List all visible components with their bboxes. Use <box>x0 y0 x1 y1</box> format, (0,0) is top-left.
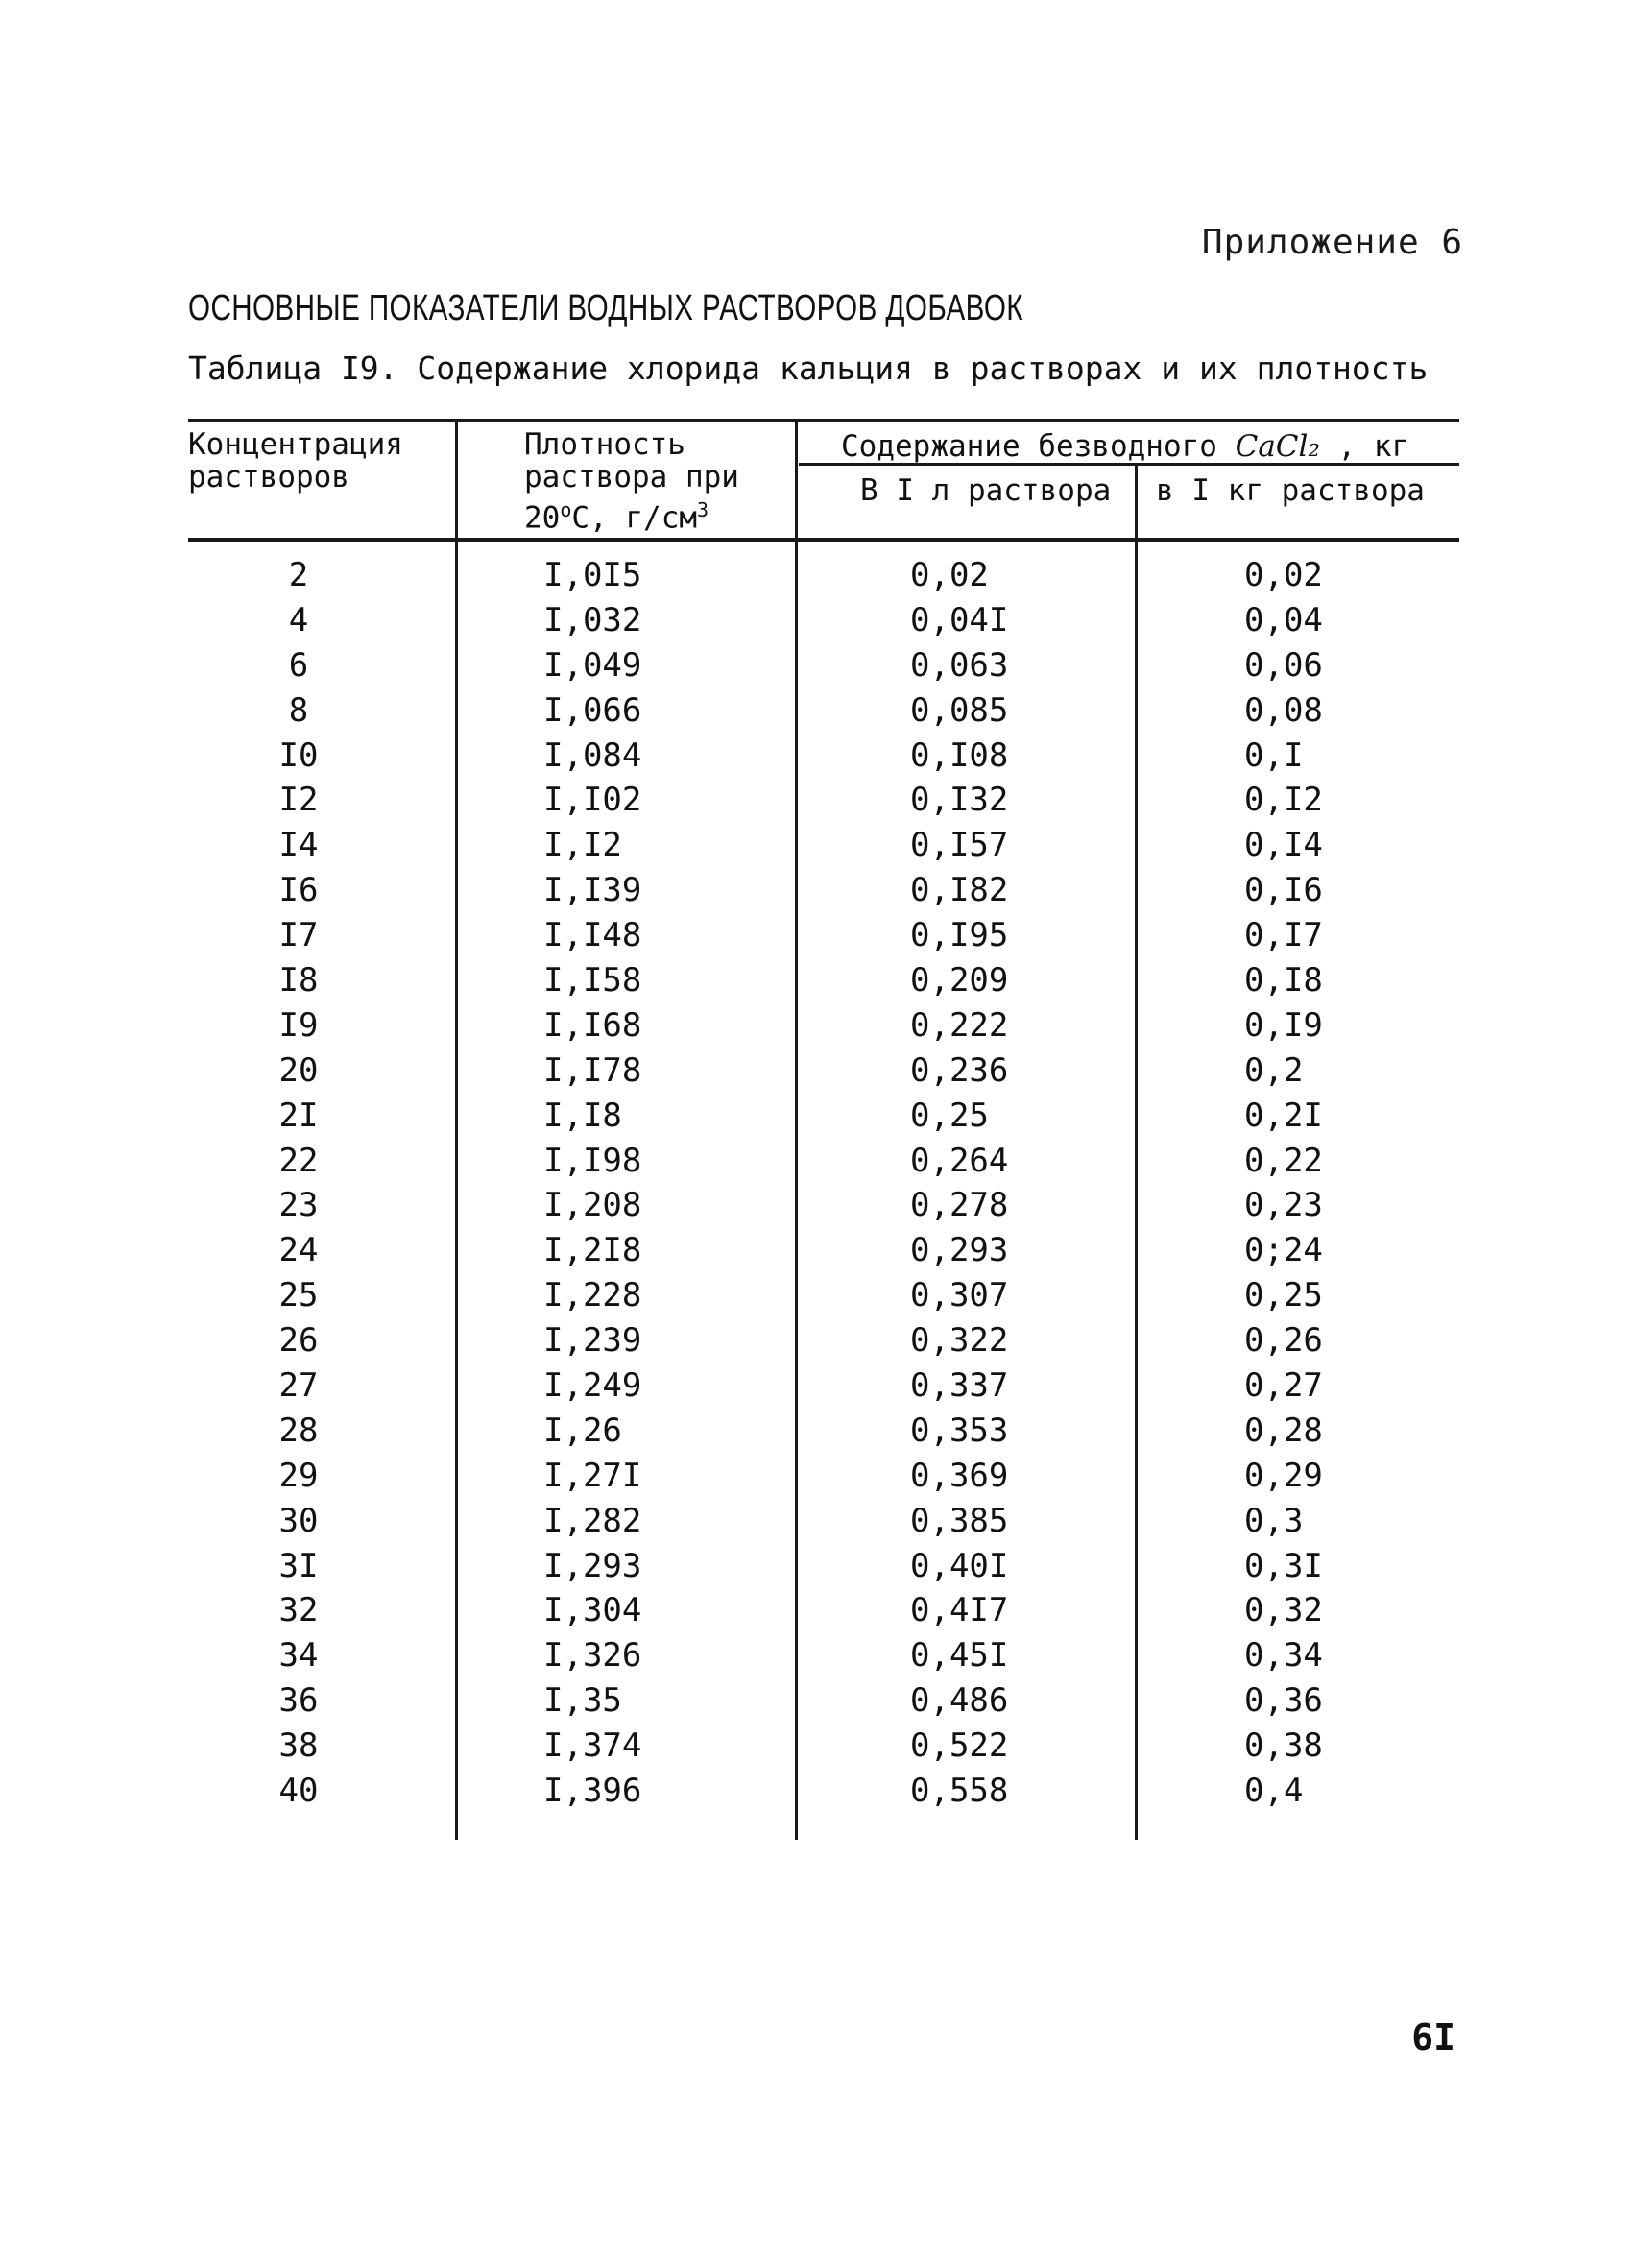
cell-concentration: 34 <box>278 1636 319 1676</box>
header-content-suffix: , кг <box>1319 429 1410 464</box>
table-row <box>188 1588 1459 1633</box>
cell-per-liter: 0,522 <box>910 1726 1009 1766</box>
cell-per-kg: 0,08 <box>1244 690 1323 730</box>
cell-per-kg: 0,34 <box>1244 1636 1323 1676</box>
table-row <box>188 1003 1459 1049</box>
cell-density: I,208 <box>543 1186 642 1225</box>
cell-density: I,049 <box>543 645 642 685</box>
cell-concentration: I8 <box>278 961 319 1001</box>
table-row <box>188 868 1459 913</box>
cell-per-liter: 0,4I7 <box>910 1591 1009 1630</box>
table-row <box>188 778 1459 823</box>
cell-per-kg: 0;24 <box>1244 1231 1323 1270</box>
cell-per-kg: 0,02 <box>1244 556 1323 594</box>
cell-density: I,396 <box>543 1772 642 1811</box>
cell-per-kg: 0,04 <box>1244 600 1323 639</box>
cell-per-liter: 0,I95 <box>910 916 1009 955</box>
header-concentration: Концентрация растворов <box>188 427 403 495</box>
cell-concentration: I4 <box>278 826 319 865</box>
cell-per-kg: 0,I8 <box>1244 961 1323 1001</box>
cell-concentration: 20 <box>278 1050 319 1090</box>
cell-per-kg: 0,I2 <box>1244 781 1323 820</box>
table-row <box>188 1318 1459 1363</box>
table-row <box>188 1499 1459 1544</box>
cell-density: I,304 <box>543 1591 642 1630</box>
cell-per-kg: 0,06 <box>1244 645 1323 685</box>
cell-concentration: 29 <box>278 1456 319 1495</box>
header-content-prefix: Содержание безводного <box>841 429 1236 464</box>
cell-per-kg: 0,36 <box>1244 1681 1323 1721</box>
cell-density: I,I98 <box>543 1141 642 1180</box>
table-row <box>188 1363 1459 1409</box>
cell-density: I,293 <box>543 1546 642 1585</box>
cell-concentration: I2 <box>278 781 319 820</box>
cell-concentration: I9 <box>278 1005 319 1045</box>
header-content-formula: CaCl₂ <box>1235 429 1320 464</box>
cell-per-liter: 0,222 <box>910 1005 1009 1045</box>
cell-per-liter: 0,I32 <box>910 781 1009 820</box>
table-header-rule <box>188 538 1459 542</box>
cell-per-kg: 0,23 <box>1244 1186 1323 1225</box>
cell-per-liter: 0,353 <box>910 1411 1009 1450</box>
cell-concentration: 6 <box>288 645 309 685</box>
cell-density: I,I8 <box>543 1096 622 1135</box>
cell-density: I,I78 <box>543 1050 642 1090</box>
cell-per-liter: 0,02 <box>910 556 989 594</box>
cell-per-liter: 0,278 <box>910 1186 1009 1225</box>
header-per-kg: в I кг раствора <box>1156 473 1425 508</box>
cell-concentration: 23 <box>278 1186 319 1225</box>
header-anhydrous-content <box>841 430 1455 463</box>
table-row <box>188 1049 1459 1094</box>
table-body <box>188 553 1459 1814</box>
table-row <box>188 1724 1459 1769</box>
cell-concentration: I0 <box>278 736 319 775</box>
cell-per-kg: 0,I <box>1244 736 1304 775</box>
cell-per-kg: 0,28 <box>1244 1411 1323 1450</box>
cell-density: I,326 <box>543 1636 642 1676</box>
table-row <box>188 598 1459 643</box>
table-row <box>188 958 1459 1003</box>
cell-density: I,2I8 <box>543 1231 642 1270</box>
cell-per-liter: 0,337 <box>910 1366 1009 1406</box>
unit-exponent: 3 <box>697 498 709 521</box>
cell-density: I,374 <box>543 1726 642 1766</box>
cell-per-kg: 0,22 <box>1244 1141 1323 1180</box>
cell-concentration: I7 <box>278 916 319 955</box>
header-density-unit: С, г/см <box>571 500 698 536</box>
cell-per-liter: 0,I57 <box>910 826 1009 865</box>
cell-per-kg: 0,29 <box>1244 1456 1323 1495</box>
table-row <box>188 913 1459 958</box>
cell-density: I,I39 <box>543 871 642 910</box>
document-heading: ОСНОВНЫЕ ПОКАЗАТЕЛИ ВОДНЫХ РАСТВОРОВ ДОБАВОК <box>188 288 1023 328</box>
cell-concentration: 8 <box>288 690 309 730</box>
cell-per-kg: 0,I6 <box>1244 871 1323 910</box>
cell-density: I,26 <box>543 1411 622 1450</box>
cell-per-liter: 0,I08 <box>910 736 1009 775</box>
appendix-label: Приложение 6 <box>1201 223 1463 262</box>
table-row <box>188 823 1459 868</box>
table-row <box>188 1544 1459 1589</box>
table-row <box>188 553 1459 598</box>
cell-per-liter: 0,293 <box>910 1231 1009 1270</box>
table-row <box>188 1273 1459 1318</box>
cell-concentration: 28 <box>278 1411 319 1450</box>
cell-per-liter: 0,322 <box>910 1321 1009 1361</box>
table-row <box>188 643 1459 688</box>
table-row <box>188 1228 1459 1273</box>
cell-per-kg: 0,4 <box>1244 1772 1304 1811</box>
cell-concentration: 22 <box>278 1141 319 1180</box>
cell-concentration: 38 <box>278 1726 319 1766</box>
cell-density: I,I2 <box>543 826 622 865</box>
cell-per-liter: 0,369 <box>910 1456 1009 1495</box>
cell-concentration: 4 <box>288 600 309 639</box>
cell-per-liter: 0,085 <box>910 690 1009 730</box>
cell-per-liter: 0,385 <box>910 1501 1009 1540</box>
cell-concentration: 40 <box>278 1772 319 1811</box>
cell-concentration: 36 <box>278 1681 319 1721</box>
header-density-main: Плотность раствора при 20 <box>524 427 739 536</box>
cell-per-kg: 0,I4 <box>1244 826 1323 865</box>
header-density <box>524 428 793 534</box>
degree-sign: о <box>560 498 572 521</box>
cell-density: I,228 <box>543 1276 642 1315</box>
table-row <box>188 1409 1459 1454</box>
cell-concentration: I6 <box>278 871 319 910</box>
cell-per-kg: 0,2 <box>1244 1050 1304 1090</box>
page-number: 6I <box>1411 2016 1455 2059</box>
cell-density: I,282 <box>543 1501 642 1540</box>
cell-density: I,066 <box>543 690 642 730</box>
table-row <box>188 688 1459 734</box>
cell-concentration: 24 <box>278 1231 319 1270</box>
cell-per-liter: 0,40I <box>910 1546 1009 1585</box>
header-per-liter: В I л раствора <box>860 473 1112 508</box>
table-row <box>188 1769 1459 1814</box>
cell-per-kg: 0,2I <box>1244 1096 1323 1135</box>
table-row <box>188 1454 1459 1499</box>
cell-per-liter: 0,45I <box>910 1636 1009 1676</box>
table-row <box>188 734 1459 779</box>
cell-per-liter: 0,209 <box>910 961 1009 1001</box>
cell-concentration: 26 <box>278 1321 319 1361</box>
table-row <box>188 1094 1459 1139</box>
cell-density: I,27I <box>543 1456 642 1495</box>
cell-concentration: 3I <box>278 1546 319 1585</box>
cell-concentration: 27 <box>278 1366 319 1406</box>
cell-concentration: 25 <box>278 1276 319 1315</box>
cell-per-liter: 0,307 <box>910 1276 1009 1315</box>
cell-density: I,I58 <box>543 961 642 1001</box>
cell-per-liter: 0,486 <box>910 1681 1009 1721</box>
table-caption: Таблица I9. Содержание хлорида кальция в растворах и их плотность <box>188 350 1429 387</box>
cell-per-liter: 0,04I <box>910 600 1009 639</box>
cell-per-liter: 0,264 <box>910 1141 1009 1180</box>
cell-per-kg: 0,27 <box>1244 1366 1323 1406</box>
cell-per-kg: 0,26 <box>1244 1321 1323 1361</box>
cell-density: I,I48 <box>543 916 642 955</box>
table-row <box>188 1183 1459 1228</box>
cell-density: I,084 <box>543 736 642 775</box>
cell-per-kg: 0,25 <box>1244 1276 1323 1315</box>
cell-per-kg: 0,3 <box>1244 1501 1304 1540</box>
cell-density: I,0I5 <box>543 556 642 594</box>
cell-density: I,35 <box>543 1681 622 1721</box>
cell-density: I,249 <box>543 1366 642 1406</box>
cell-per-liter: 0,063 <box>910 645 1009 685</box>
cell-per-kg: 0,I7 <box>1244 916 1323 955</box>
cell-density: I,239 <box>543 1321 642 1361</box>
cell-concentration: 30 <box>278 1501 319 1540</box>
cell-per-kg: 0,38 <box>1244 1726 1323 1766</box>
cell-density: I,032 <box>543 600 642 639</box>
cell-per-liter: 0,25 <box>910 1096 989 1135</box>
cell-density: I,I68 <box>543 1005 642 1045</box>
cell-per-liter: 0,I82 <box>910 871 1009 910</box>
table-row <box>188 1139 1459 1184</box>
table-row <box>188 1678 1459 1724</box>
cell-per-liter: 0,558 <box>910 1772 1009 1811</box>
cell-concentration: 32 <box>278 1591 319 1630</box>
cell-per-liter: 0,236 <box>910 1050 1009 1090</box>
cell-density: I,I02 <box>543 781 642 820</box>
cell-per-kg: 0,32 <box>1244 1591 1323 1630</box>
table-top-rule <box>188 419 1459 422</box>
cell-concentration: 2 <box>288 556 309 594</box>
cell-per-kg: 0,I9 <box>1244 1005 1323 1045</box>
table-row <box>188 1633 1459 1678</box>
cell-concentration: 2I <box>278 1096 319 1135</box>
cell-per-kg: 0,3I <box>1244 1546 1323 1585</box>
